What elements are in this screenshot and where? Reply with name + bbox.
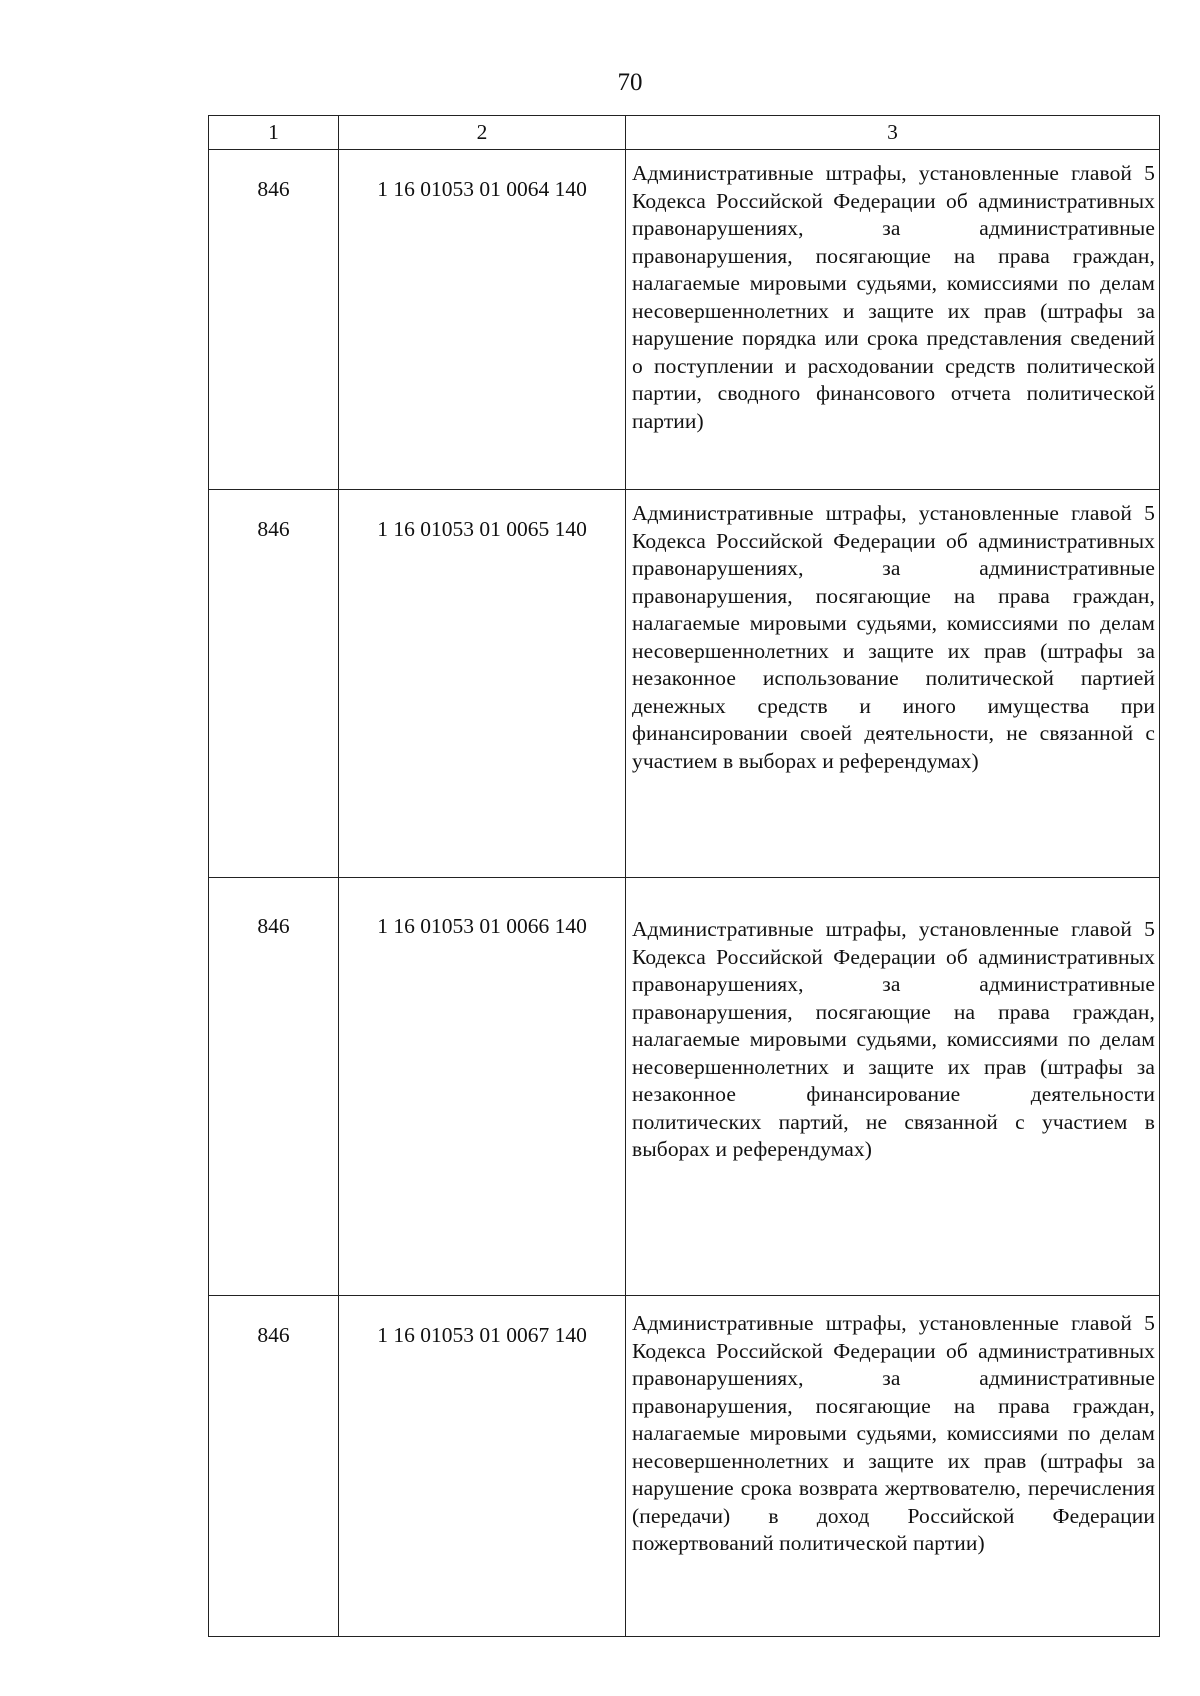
column-header-2: 2 [339,116,626,150]
budget-code-cell [339,1296,626,1637]
admin-code-cell [209,490,339,878]
budget-code: 1 16 01053 01 0065 140 [377,517,587,541]
admin-code-cell [209,878,339,1296]
column-header-3: 3 [626,116,1160,150]
description-cell [626,150,1160,490]
description-text: Административные штрафы, установленные главой 5 Кодекса Российской Федерации об административных правонарушениях, за административные правонарушения, посягающие на права граждан, налагаемые мировыми судьями, комиссиями по делам несовершеннолетних и защите их прав (штрафы за незаконное финансирование деятельности политических партий, не связанной с участием в выборах и референдумах) [632,917,1155,1161]
page-number: 70 [617,69,643,96]
description-text: Административные штрафы, установленные главой 5 Кодекса Российской Федерации об административных правонарушениях, за административные правонарушения, посягающие на права граждан, налагаемые мировыми судьями, комиссиями по делам несовершеннолетних и защите их прав (штрафы за нарушение порядка или срока представления сведений о поступлении и расходовании средств политической партии, сводного финансового отчета политической партии) [632,161,1155,433]
budget-code: 1 16 01053 01 0067 140 [377,1323,587,1347]
description-cell [626,878,1160,1296]
admin-code: 846 [257,177,290,201]
budget-code-cell [339,150,626,490]
description-cell [626,1296,1160,1637]
budget-code: 1 16 01053 01 0066 140 [377,914,587,938]
budget-code-cell [339,878,626,1296]
table-row [209,1296,1160,1637]
admin-code: 846 [257,1323,290,1347]
budget-code-cell [339,490,626,878]
budget-code: 1 16 01053 01 0064 140 [377,177,587,201]
budget-code-table [208,115,1160,1637]
column-header-1: 1 [209,116,339,150]
description-text: Административные штрафы, установленные главой 5 Кодекса Российской Федерации об административных правонарушениях, за административные правонарушения, посягающие на права граждан, налагаемые мировыми судьями, комиссиями по делам несовершеннолетних и защите их прав (штрафы за нарушение срока возврата жертвователю, перечисления (передачи) в доход Российской Федерации пожертвований политической партии) [632,1311,1155,1555]
description-text: Административные штрафы, установленные главой 5 Кодекса Российской Федерации об административных правонарушениях, за административные правонарушения, посягающие на права граждан, налагаемые мировыми судьями, комиссиями по делам несовершеннолетних и защите их прав (штрафы за незаконное использование политической партией денежных средств и иного имущества при финансировании своей деятельности, не связанной с участием в выборах и референдумах) [632,501,1155,773]
description-cell [626,490,1160,878]
admin-code: 846 [257,517,290,541]
admin-code-cell [209,150,339,490]
table-row [209,490,1160,878]
admin-code-cell [209,1296,339,1637]
table-header-row [209,116,1160,150]
admin-code: 846 [257,914,290,938]
table-row [209,150,1160,490]
table-row [209,878,1160,1296]
